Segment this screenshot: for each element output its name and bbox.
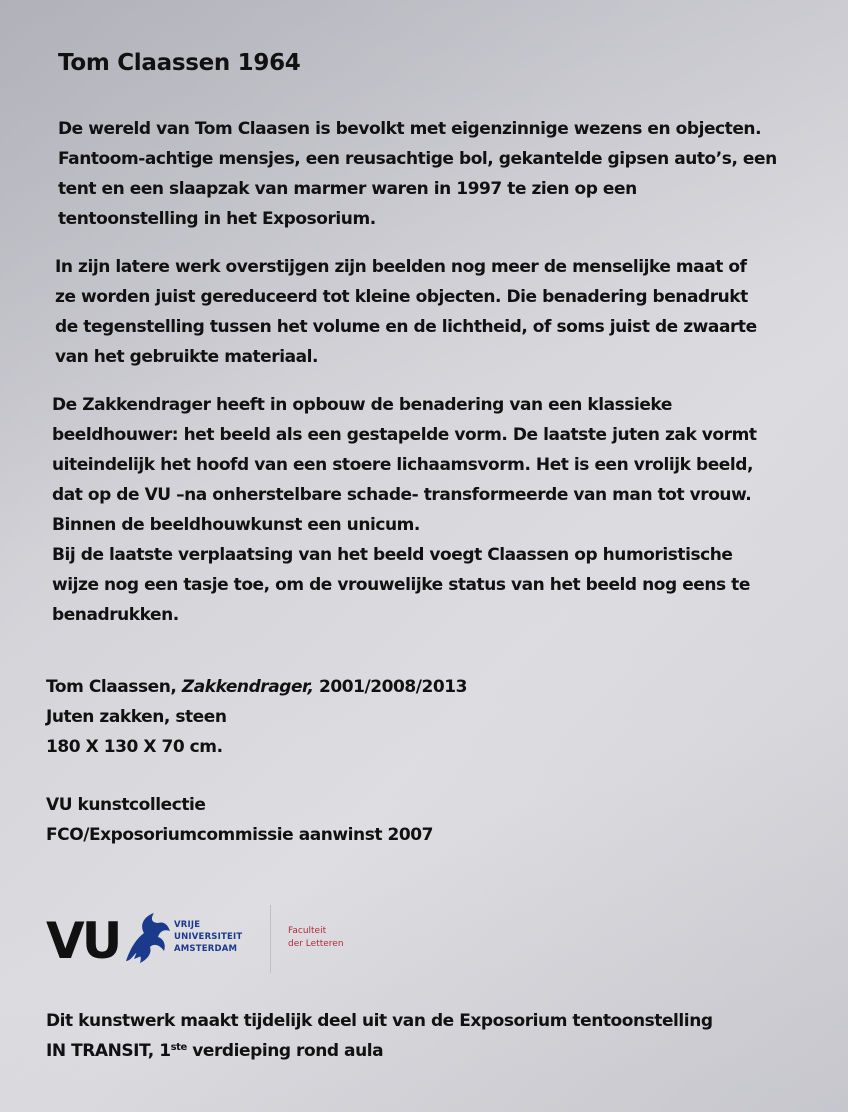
text-line: de tegenstelling tussen het volume en de lichtheid, of soms juist de zwaarte: [55, 317, 757, 337]
exhibition-note: [46, 1006, 713, 1066]
intro-paragraph: [58, 114, 818, 234]
university-name: [174, 919, 242, 955]
exhibition-note-line: Dit kunstwerk maakt tijdelijk deel uit van de Exposorium tentoonstelling: [46, 1011, 713, 1031]
logo-divider: [270, 905, 271, 973]
artwork-credits: [46, 672, 467, 762]
text-line: ze worden juist gereduceerd tot kleine objecten. Die benadering benadrukt: [55, 287, 748, 307]
collection-name: VU kunstcollectie: [46, 795, 206, 815]
work-years: 2001/2008/2013: [318, 677, 468, 697]
credit-title-line: [46, 672, 467, 702]
text-line: De wereld van Tom Claasen is bevolkt met eigenzinnige wezens en objecten.: [58, 119, 762, 139]
later-work-paragraph: [55, 252, 815, 372]
griffin-icon: [120, 909, 172, 967]
text-line: benadrukken.: [52, 605, 179, 625]
faculty-name-line: der Letteren: [288, 939, 344, 949]
text-line: In zijn latere werk overstijgen zijn beelden nog meer de menselijke maat of: [55, 257, 747, 277]
university-name-line: AMSTERDAM: [174, 944, 238, 954]
work-title: Zakkendrager,: [181, 677, 314, 697]
text-line: tentoonstelling in het Exposorium.: [58, 209, 376, 229]
artwork-paragraph: [52, 390, 812, 630]
university-name-line: UNIVERSITEIT: [174, 932, 243, 942]
work-dimensions: 180 X 130 X 70 cm.: [46, 737, 223, 757]
text-line: uiteindelijk het hoofd van een stoere lichaamsvorm. Het is een vrolijk beeld,: [52, 455, 753, 475]
faculty-name: [288, 925, 344, 951]
text-line: De Zakkendrager heeft in opbouw de benadering van een klassieke: [52, 395, 672, 415]
work-material: Juten zakken, steen: [46, 707, 227, 727]
text-line: Fantoom-achtige mensjes, een reusachtige bol, gekantelde gipsen auto’s, een: [58, 149, 777, 169]
acquisition-note: FCO/Exposoriumcommissie aanwinst 2007: [46, 825, 434, 845]
page-title: Tom Claassen 1964: [58, 50, 301, 76]
vu-logo: [46, 905, 406, 973]
location-prefix: IN TRANSIT, 1: [46, 1041, 171, 1061]
text-line: wijze nog een tasje toe, om de vrouwelijke status van het beeld nog eens te: [52, 575, 750, 595]
university-name-line: VRIJE: [174, 920, 201, 930]
collection-info: [46, 790, 433, 850]
exhibition-location-line: [46, 1036, 713, 1066]
text-line: dat op de VU –na onherstelbare schade- transformeerde van man tot vrouw.: [52, 485, 752, 505]
text-line: Bij de laatste verplaatsing van het beeld voegt Claassen op humoristische: [52, 545, 733, 565]
vu-wordmark: VU: [46, 912, 120, 970]
text-line: beeldhouwer: het beeld als een gestapelde vorm. De laatste juten zak vormt: [52, 425, 757, 445]
artist-name: Tom Claassen,: [46, 677, 177, 697]
location-suffix: verdieping rond aula: [186, 1041, 384, 1061]
faculty-name-line: Faculteit: [288, 926, 327, 936]
text-line: van het gebruikte materiaal.: [55, 347, 318, 367]
text-line: tent en een slaapzak van marmer waren in 1997 te zien op een: [58, 179, 637, 199]
text-line: Binnen de beeldhouwkunst een unicum.: [52, 515, 420, 535]
ordinal-suffix: ste: [170, 1042, 187, 1053]
